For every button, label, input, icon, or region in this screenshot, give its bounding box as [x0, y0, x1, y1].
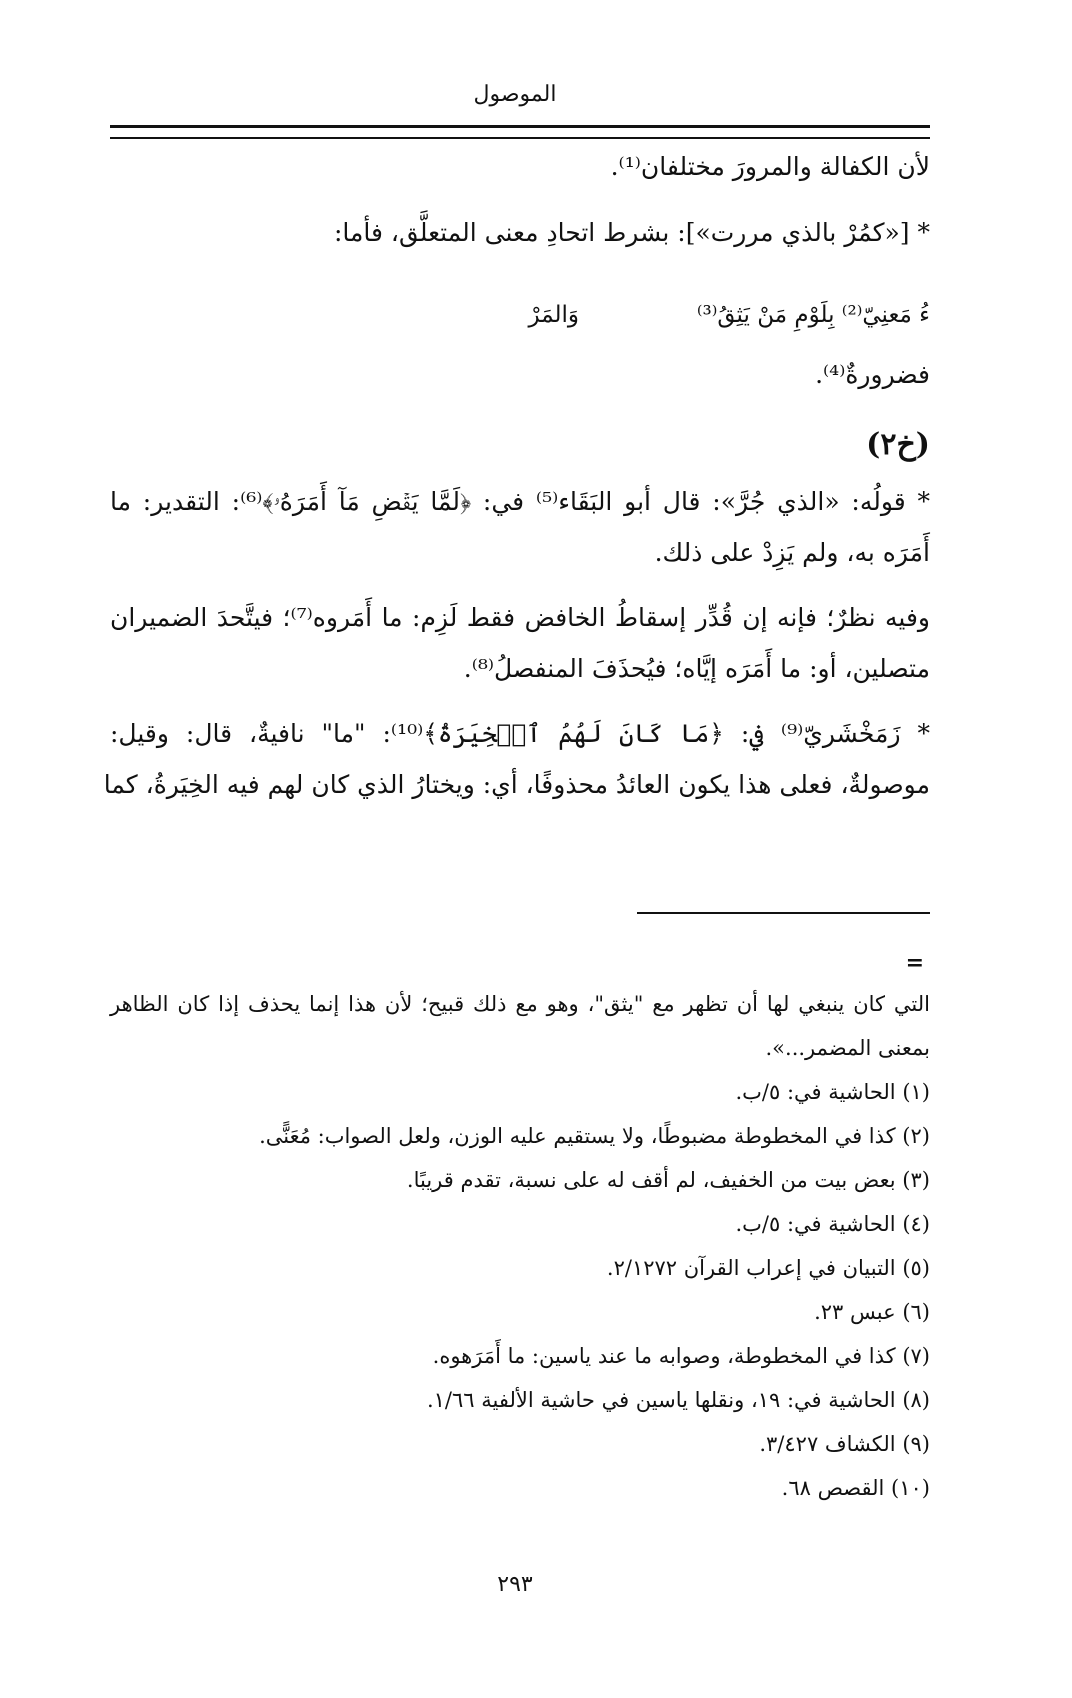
poem-hemistich-rest: ءُ مَعنِيّ⁽²⁾ بِلَوْمِ مَنْ يَثِقُ⁽³⁾: [696, 302, 930, 328]
paragraph-3-line-1: * زَمَخْشَريّ⁽⁹⁾ في: ﴿مَا كَانَ لَهُمُ ٱلۡخِيَرَةُ﴾⁽¹⁰⁾: "ما" نافيةٌ، قال: وقيل:: [110, 719, 930, 748]
paragraph-1-line-1: * قولُه: «الذي جُرَّ»: قال أبو البَقَاء⁽⁵⁾ في: ﴿لَمَّا يَقۡضِ مَآ أَمَرَهُۥ﴾⁽⁶⁾: التقدير: ما: [110, 487, 931, 516]
footnote-4: (٤) الحاشية في: ٥/ب.: [735, 1212, 930, 1236]
footnote-5: (٥) التبيان في إعراب القرآن ٢/١٢٧٢.: [606, 1256, 930, 1280]
footnote-2: (٢) كذا في المخطوطة مضبوطًا، ولا يستقيم عليه الوزن، ولعل الصواب: مُعَنًّى.: [259, 1124, 930, 1148]
header-rule-thin: [110, 137, 930, 139]
footnote-1: (١) الحاشية في: ٥/ب.: [735, 1080, 930, 1104]
page-number: ٢٩٣: [497, 1572, 533, 1597]
paragraph-1-line-2: أَمَرَه به، ولم يَزِدْ على ذلك.: [654, 538, 930, 567]
body-line-2: * [«كمُرْ بالذي مررت»]: بشرط اتحادِ معنى المتعلَّق، فأما:: [333, 218, 930, 247]
footnote-7: (٧) كذا في المخطوطة، وصوابه ما عند ياسين: ما أَمَرَهوه.: [432, 1344, 930, 1368]
footnote-separator: [637, 912, 930, 914]
footnote-continuation-mark: =: [905, 950, 924, 976]
footnote-9: (٩) الكشاف ٣/٤٢٧.: [759, 1432, 930, 1456]
paragraph-3-line-2: موصولةٌ، فعلى هذا يكون العائدُ محذوفًا، أي: ويختارُ الذي كان لهم فيه الخِيَرةُ، كما: [103, 770, 930, 799]
poem-hemistich-start: وَالمَرْ: [528, 302, 579, 328]
footnote-10: (١٠) القصص ٦٨.: [781, 1476, 930, 1500]
body-line-1: لأن الكفالة والمرورَ مختلفان⁽¹⁾.: [610, 152, 930, 181]
paragraph-2-line-2: متصلين، أو: ما أَمَرَه إيَّاه؛ فيُحذَفَ المنفصلُ⁽⁸⁾.: [463, 654, 930, 683]
footnote-6: (٦) عبس ٢٣.: [814, 1300, 930, 1324]
header-rule-thick: [110, 125, 930, 128]
body-line-3: فضرورةٌ⁽⁴⁾.: [815, 360, 930, 389]
paragraph-2-line-1: وفيه نظرٌ؛ فإنه إن قُدِّر إسقاطُ الخافض فقط لَزِم: ما أَمَروه⁽⁷⁾؛ فيتَّحدَ الضميران: [110, 603, 930, 632]
section-heading: (خ٢): [866, 427, 930, 462]
footnote-continuation-line-1: التي كان ينبغي لها أن تظهر مع "يثق"، وهو مع ذلك قبيح؛ لأن هذا إنما يحذف إذا كان الظاهر: [110, 992, 930, 1016]
running-header: الموصول: [473, 82, 557, 107]
footnote-3: (٣) بعض بيت من الخفيف، لم أقف له على نسبة، تقدم قريبًا.: [406, 1168, 930, 1192]
footnote-continuation-line-2: بمعنى المضمر...».: [765, 1036, 930, 1060]
footnote-8: (٨) الحاشية في: ١٩، ونقلها ياسين في حاشية الألفية ١/٦٦.: [426, 1388, 930, 1412]
